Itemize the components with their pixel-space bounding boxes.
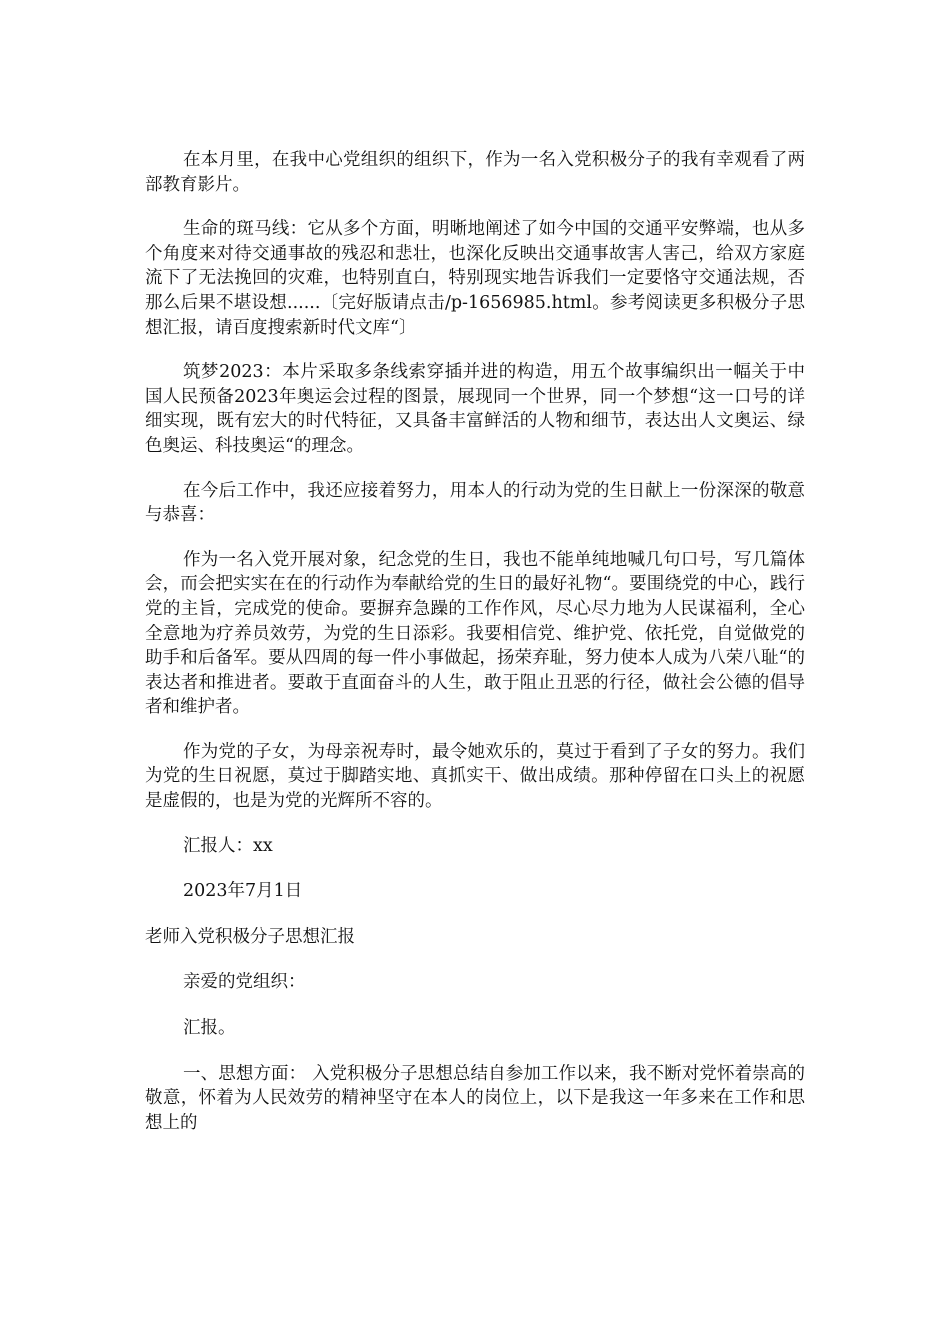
reporter-line: 汇报人：xx xyxy=(183,835,273,856)
report-line: 汇报。 xyxy=(183,1018,236,1039)
salutation: 亲爱的党组织： xyxy=(183,972,306,993)
paragraph-film-zebra-crossing: 生命的斑马线：它从多个方面，明晰地阐述了如今中国的交通平安弊端，也从多个角度来对待交通事故的残忍和悲壮，也深化反映出交通事故害人害己，给双方家庭流下了无法挽回的灾难，也特别直白，特别现实地告诉我们一定要恪守交通法规，否那么后果不堪设想......〔完好版请点击/p-1656985.html。参考阅读更多积极分子思想汇报，请百度搜索新时代文库“〕 xyxy=(145,219,805,338)
document-page xyxy=(145,148,805,1155)
date-line: 2023年7月1日 xyxy=(183,881,303,902)
paragraph-children-of-party: 作为党的子女，为母亲祝寿时，最令她欢乐的，莫过于看到了子女的努力。我们为党的生日祝愿，莫过于脚踏实地、真抓实干、做出成绩。那种停留在口头上的祝愿是虚假的，也是为党的光辉所不容的。 xyxy=(145,741,805,812)
paragraph-intro: 在本月里，在我中心党组织的组织下，作为一名入党积极分子的我有幸观看了两部教育影片。 xyxy=(145,150,805,195)
section-title: 老师入党积极分子思想汇报 xyxy=(145,926,355,947)
paragraph-ideology: 一、思想方面： 入党积极分子思想总结自参加工作以来，我不断对党怀着崇高的敬意，怀着为人民效劳的精神坚守在本人的岗位上，以下是我这一年多来在工作和思想上的 xyxy=(145,1063,805,1133)
paragraph-future-work: 在今后工作中，我还应接着努力，用本人的行动为党的生日献上一份深深的敬意与恭喜： xyxy=(145,480,805,526)
paragraph-commitment: 作为一名入党开展对象，纪念党的生日，我也不能单纯地喊几句口号，写几篇体会，而会把实实在在的行动作为奉献给党的生日的最好礼物“。要围绕党的中心，践行党的主旨，完成党的使命。要摒弃急躁的工作作风，尽心尽力地为人民谋福利，全心全意地为疗养员效劳，为党的生日添彩。我要相信党、维护党、依托党，自觉做党的助手和后备军。要从四周的每一件小事做起，扬荣弃耻，努力使本人成为八荣八耻“的表达者和推进者。要敢于直面奋斗的人生，敢于阻止丑恶的行径，做社会公德的倡导者和维护者。 xyxy=(145,549,805,718)
paragraph-film-dream-2023: 筑梦2023：本片采取多条线索穿插并进的构造，用五个故事编织出一幅关于中国人民预备2023年奥运会过程的图景，展现同一个世界，同一个梦想“这一口号的详细实现，既有宏大的时代特征，又具备丰富鲜活的人物和细节，表达出人文奥运、绿色奥运、科技奥运“的理念。 xyxy=(145,362,805,456)
